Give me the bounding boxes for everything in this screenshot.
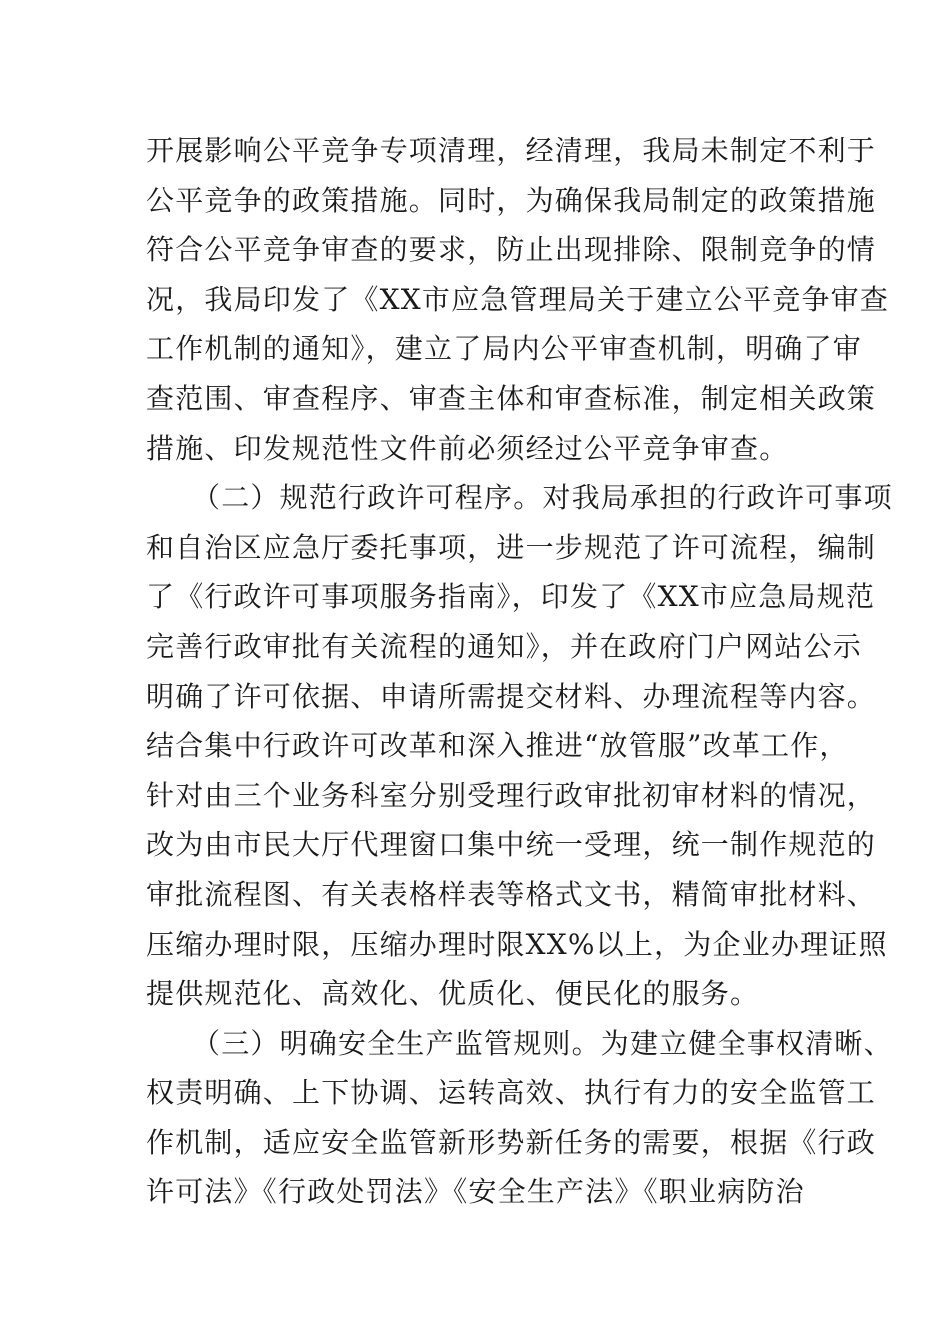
text-line: 措施、印发规范性文件前必须经过公平竞争审查。: [146, 431, 789, 465]
text-line: 了《行政许可事项服务指南》，印发了《XX市应急局规范: [146, 580, 876, 614]
text-line: 况，我局印发了《XX市应急管理局关于建立公平竞争审查: [146, 282, 890, 316]
text-line: （二）规范行政许可程序。对我局承担的行政许可事项: [192, 481, 893, 515]
text-line: 改为由市民大厅代理窗口集中统一受理，统一制作规范的: [146, 828, 877, 862]
text-line: 开展影响公平竞争专项清理，经清理，我局未制定不利于: [146, 134, 877, 167]
text-line: 查范围、审查程序、审查主体和审查标准，制定相关政策: [146, 381, 877, 415]
text-line: 提供规范化、高效化、优质化、便民化的服务。: [146, 977, 760, 1011]
text-line: 完善行政审批有关流程的通知》，并在政府门户网站公示: [146, 629, 863, 663]
text-line: 公平竞争的政策措施。同时，为确保我局制定的政策措施: [146, 183, 877, 217]
text-line: 和自治区应急厅委托事项，进一步规范了许可流程，编制: [146, 530, 877, 564]
text-line: 明确了许可依据、申请所需提交材料、办理流程等内容。: [146, 679, 877, 713]
text-line: 权责明确、上下协调、运转高效、执行有力的安全监管工: [146, 1076, 877, 1110]
text-line: 针对由三个业务科室分别受理行政审批初审材料的情况，: [146, 778, 877, 812]
text-line: （三）明确安全生产监管规则。为建立健全事权清晰、: [192, 1026, 893, 1060]
text-line: 许可法》《行政处罚法》《安全生产法》《职业病防治: [146, 1175, 805, 1209]
text-line: 符合公平竞争审查的要求，防止出现排除、限制竞争的情: [146, 233, 877, 267]
text-line: 作机制，适应安全监管新形势新任务的需要，根据《行政: [146, 1125, 877, 1159]
body-text: [146, 126, 893, 1217]
text-line: 工作机制的通知》，建立了局内公平审查机制，明确了审: [146, 332, 863, 366]
text-line: 审批流程图、有关表格样表等格式文书，精简审批材料、: [146, 877, 877, 911]
text-line: 结合集中行政许可改革和深入推进“放管服”改革工作，: [146, 729, 849, 763]
text-line: 压缩办理时限，压缩办理时限XX%以上，为企业办理证照: [146, 927, 888, 961]
